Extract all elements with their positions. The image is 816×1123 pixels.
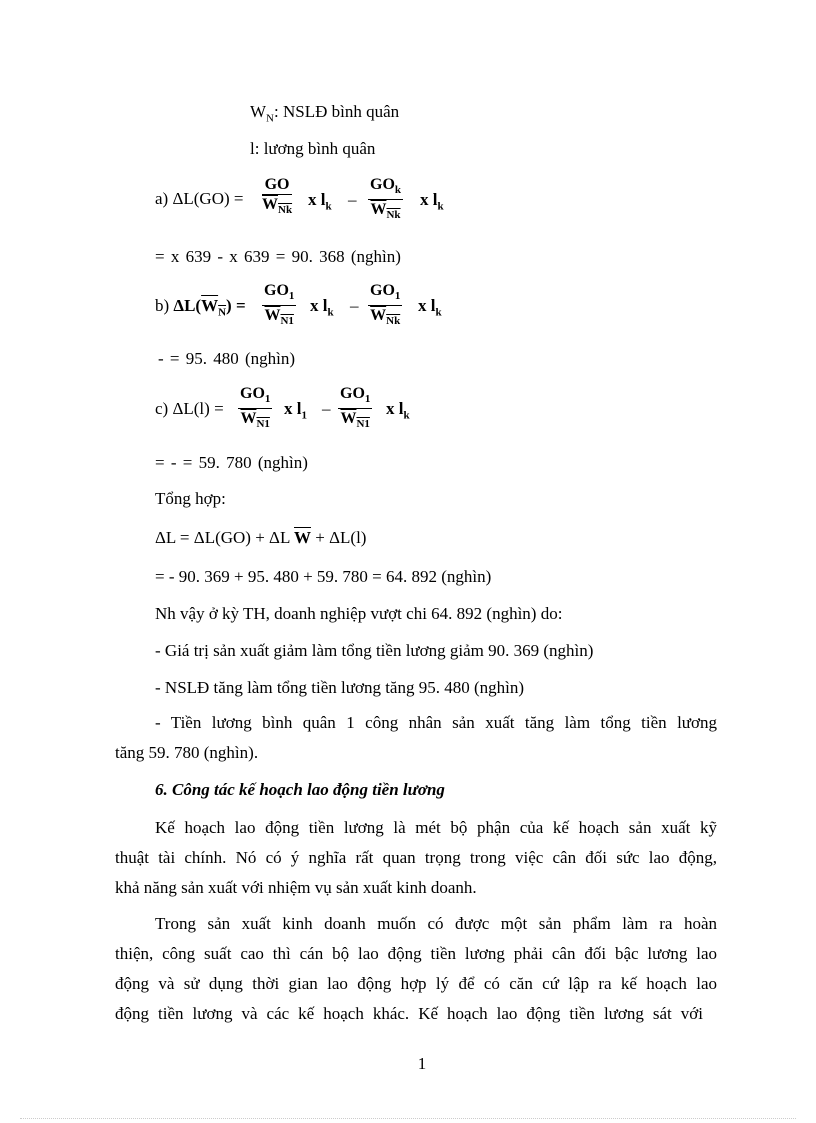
formula-c-label: c) ΔL(l) = — [155, 399, 224, 418]
fraction-denominator — [238, 409, 272, 434]
term-sub: k — [437, 200, 444, 213]
fraction-denominator — [338, 409, 372, 434]
formula-b-result: - = 95. 480 (nghìn) — [158, 349, 296, 368]
num-symbol: GO — [240, 385, 265, 402]
formula-b-fraction-1 — [262, 282, 296, 331]
formula-b-term-2 — [418, 295, 442, 323]
fraction-numerator — [262, 282, 296, 306]
num-sub: k — [394, 184, 402, 197]
b-w: $W_N$ — [201, 296, 227, 319]
den-sub: N1 — [256, 418, 270, 431]
summary-heading: Tổng hợp: — [155, 489, 226, 508]
formula-c-fraction-1 — [238, 385, 272, 434]
num-symbol: GO — [340, 385, 365, 402]
term-sub: k — [325, 200, 332, 213]
summary-bullet-3-line-2: tăng 59. 780 (nghìn). — [115, 743, 259, 762]
term-sub: 1 — [301, 409, 307, 422]
term-text: x l — [386, 399, 404, 418]
den-sub: N1 — [280, 315, 294, 328]
den-symbol: W — [340, 410, 357, 428]
den-sub: N1 — [356, 418, 370, 431]
num-symbol: GO — [370, 176, 395, 193]
formula-b-minus: – — [350, 296, 359, 315]
fraction-denominator — [262, 306, 296, 331]
num-sub: 1 — [364, 393, 371, 406]
paragraph-1-line-3: khả năng sản xuất với nhiệm vụ sản xuất kinh doanh. — [115, 878, 477, 897]
formula-c-result: = - = 59. 780 (nghìn) — [155, 453, 308, 472]
formula-b-label-full: b) $\Delta L(W_N)$ = — [155, 296, 246, 319]
formula-a-term-2 — [420, 189, 444, 217]
den-sub: Nk — [386, 315, 401, 328]
eq-left: ΔL = ΔL(GO) + ΔL — [155, 528, 290, 547]
eq-w: $\overline{W}$ — [294, 528, 311, 547]
fraction-denominator — [368, 306, 402, 331]
term-text: x l — [284, 399, 302, 418]
page-bottom-divider — [20, 1118, 796, 1119]
fraction-denominator — [368, 200, 403, 225]
num-symbol: GO — [370, 282, 395, 299]
fraction-numerator — [368, 282, 402, 306]
formula-a-fraction-2 — [368, 176, 403, 225]
definition-wn — [250, 101, 399, 129]
term-sub: k — [435, 306, 442, 319]
fraction-numerator — [338, 385, 372, 409]
paragraph-2-line-3: động và sử dụng thời gian lao động hợp lý để có căn cứ lập ra kế hoạch lao — [115, 974, 717, 993]
summary-equation — [155, 527, 366, 549]
formula-b-fraction-2 — [368, 282, 402, 331]
wn-text: : NSLĐ bình quân — [274, 102, 400, 121]
formula-b-term-1 — [310, 295, 334, 323]
paragraph-2-line-2: thiện, công suất cao thì cán bộ lao động tiền lương phải cân đối bậc lương lao — [115, 944, 717, 963]
num-sub: 1 — [288, 290, 295, 303]
formula-c-fraction-2 — [338, 385, 372, 434]
formula-c-term-1 — [284, 398, 307, 426]
b-prefix: b) — [155, 296, 174, 315]
num-sub: 1 — [264, 393, 271, 406]
paragraph-1-line-2: thuật tài chính. Nó có ý nghĩa rất quan trọng trong việc cân đối sức lao động, — [115, 848, 717, 867]
definition-l: l: lương bình quân — [250, 139, 376, 158]
den-symbol: W — [264, 307, 281, 325]
formula-a-result: = x 639 - x 639 = 90. 368 (nghìn) — [155, 247, 401, 266]
formula-c-minus: – — [322, 399, 331, 418]
num-symbol: GO — [264, 282, 289, 299]
wn-subscript: N — [266, 112, 274, 125]
term-sub: k — [327, 306, 334, 319]
den-symbol: W — [370, 201, 387, 219]
paragraph-2-line-1: Trong sản xuất kinh doanh muốn có được một sản phẩm làm ra hoàn — [155, 914, 717, 933]
den-sub: Nk — [386, 209, 401, 222]
summary-bullet-1: - Giá trị sản xuất giảm làm tổng tiền lương giảm 90. 369 (nghìn) — [155, 641, 594, 660]
summary-equation-2: = - 90. 369 + 95. 480 + 59. 780 = 64. 892 (nghìn) — [155, 567, 492, 586]
fraction-numerator — [368, 176, 403, 200]
page-number: 1 — [417, 1054, 427, 1073]
paragraph-1-line-1: Kế hoạch lao động tiền lương là mét bộ phận của kế hoạch sản xuất kỹ — [155, 818, 717, 837]
b-label-end: ) = — [226, 296, 246, 315]
eq-right: + ΔL(l) — [315, 528, 367, 547]
formula-a-minus: – — [348, 190, 357, 209]
formula-a-fraction-1 — [262, 176, 292, 220]
fraction-denominator — [262, 195, 292, 220]
den-symbol: W — [240, 410, 257, 428]
fraction-numerator: GO — [262, 176, 292, 195]
formula-c-term-2 — [386, 398, 410, 426]
den-sub: Nk — [278, 204, 293, 217]
wn-symbol: W — [250, 102, 267, 121]
formula-a-term-1 — [308, 189, 332, 217]
term-text: x l — [308, 190, 326, 209]
term-text: x l — [418, 296, 436, 315]
formula-a-label: a) ΔL(GO) = — [155, 189, 244, 208]
den-symbol: W — [370, 307, 387, 325]
fraction-numerator — [238, 385, 272, 409]
summary-bullet-3-line-1: - Tiền lương bình quân 1 công nhân sản xuất tăng làm tổng tiền lương — [155, 713, 717, 732]
term-text: x l — [310, 296, 328, 315]
section-heading: 6. Công tác kế hoạch lao động tiền lương — [155, 780, 445, 799]
term-sub: k — [403, 409, 410, 422]
summary-conclusion: Nh vậy ở kỳ TH, doanh nghiệp vượt chi 64. 892 (nghìn) do: — [155, 604, 563, 623]
num-sub: 1 — [394, 290, 401, 303]
den-symbol: W — [262, 196, 278, 213]
term-text: x l — [420, 190, 438, 209]
summary-bullet-2: - NSLĐ tăng làm tổng tiền lương tăng 95. 480 (nghìn) — [155, 678, 525, 697]
paragraph-2-line-4: động tiền lương và các kế hoạch khác. Kế hoạch lao động tiền lương sát với — [115, 1004, 703, 1023]
